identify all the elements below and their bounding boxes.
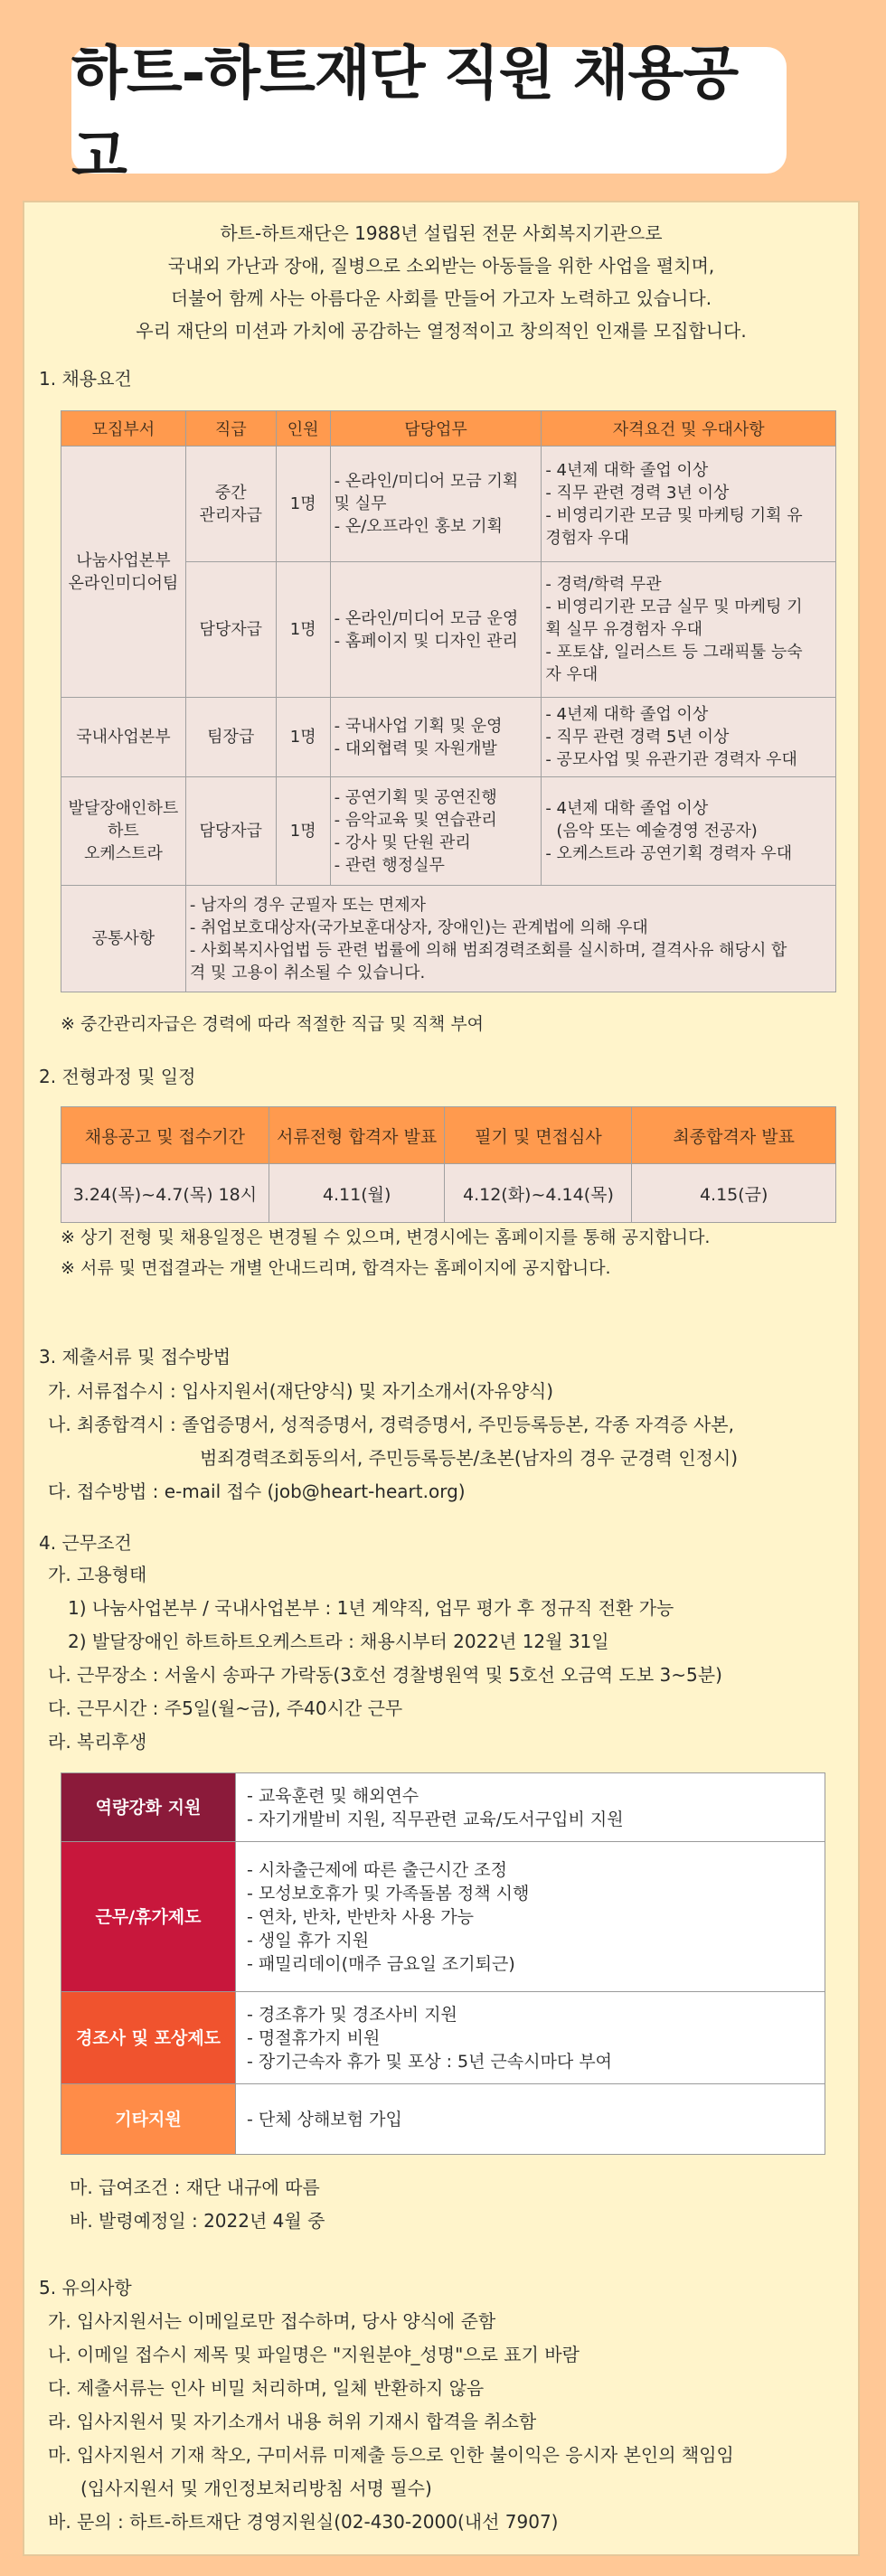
content-panel (23, 201, 860, 2556)
table-cell: 4.12(화)~4.14(목) (445, 1164, 632, 1223)
table-header: 담당업무 (330, 411, 542, 447)
text-line: 바. 문의 : 하트-하트재단 경영지원실(02-430-2000(내선 7907) (48, 2511, 559, 2533)
qualification-cell: - 경력/학력 무관 - 비영리기관 모금 실무 및 마케팅 기 획 실무 유경험자 우대 - 포토샵, 일러스트 등 그래픽툴 능숙 자 우대 (542, 562, 836, 698)
section-3-heading: 3. 제출서류 및 접수방법 (39, 1346, 231, 1368)
intro-line: 하트-하트재단은 1988년 설립된 전문 사회복지기관으로 (220, 222, 663, 244)
section-5-body (48, 2305, 734, 2539)
duties-cell: - 온라인/미디어 모금 기획 및 실무 - 온/오프라인 홍보 기획 (330, 447, 542, 562)
text-line: 바. 발령예정일 : 2022년 4월 중 (70, 2210, 325, 2232)
text-line: 나. 최종합격시 : 졸업증명서, 성적증명서, 경력증명서, 주민등록등본, 각종 자격증 사본, (48, 1414, 734, 1435)
table-header: 서류전형 합격자 발표 (269, 1107, 445, 1164)
dept-cell: 발달장애인하트 하트 오케스트라 (61, 777, 186, 886)
text-line: (입사지원서 및 개인정보처리방침 서명 필수) (80, 2477, 432, 2499)
table-header: 최종합격자 발표 (632, 1107, 836, 1164)
qualification-cell: - 4년제 대학 졸업 이상 (음악 또는 예술경영 전공자) - 오케스트라 공연기획 경력자 우대 (542, 777, 836, 886)
note-line: ※ 상기 전형 및 채용일정은 변경될 수 있으며, 변경시에는 홈페이지를 통해 공지합니다. (61, 1227, 711, 1247)
section-1-heading: 1. 채용요건 (39, 368, 132, 390)
welfare-label: 역량강화 지원 (61, 1773, 236, 1842)
section-5-heading: 5. 유의사항 (39, 2277, 132, 2299)
section-2-heading: 2. 전형과정 및 일정 (39, 1066, 196, 1087)
table-row (61, 1992, 825, 2084)
table-header: 모집부서 (61, 411, 186, 447)
schedule-table (61, 1106, 836, 1223)
text-line: 다. 근무시간 : 주5일(월~금), 주40시간 근무 (48, 1697, 403, 1719)
common-cell: - 남자의 경우 군필자 또는 면제자 - 취업보호대상자(국가보훈대상자, 장애인)는 관계법에 의해 우대 - 사회복지사업법 등 관련 법률에 의해 범죄경력조회를 실시하며, 결격사유 해당시 합 격 및 고용이 취소될 수 있습니다. (185, 886, 835, 992)
rank-cell: 팀장급 (185, 698, 276, 777)
duties-cell: - 국내사업 기획 및 운영 - 대외협력 및 자원개발 (330, 698, 542, 777)
intro-line: 우리 재단의 미션과 가치에 공감하는 열정적이고 창의적인 인재를 모집합니다. (136, 320, 747, 342)
text-line: 범죄경력조회동의서, 주민등록등본/초본(남자의 경우 군경력 인정시) (200, 1447, 739, 1469)
duties-cell: - 공연기획 및 공연진행 - 음악교육 및 연습관리 - 강사 및 단원 관리 - 관련 행정실무 (330, 777, 542, 886)
page-title: 하트-하트재단 직원 채용공고 (71, 41, 739, 191)
section-3-body (48, 1375, 738, 1509)
table-header-row (61, 1107, 836, 1164)
text-line: 다. 접수방법 : e-mail 접수 (job@heart-heart.org) (48, 1481, 466, 1502)
text-line: 가. 서류접수시 : 입사지원서(재단양식) 및 자기소개서(자유양식) (48, 1380, 554, 1402)
table-row (61, 1164, 836, 1223)
table-row (61, 1842, 825, 1992)
text-line: 마. 급여조건 : 재단 내규에 따름 (70, 2176, 320, 2198)
table-header: 필기 및 면접심사 (445, 1107, 632, 1164)
dept-cell: 국내사업본부 (61, 698, 186, 777)
text-line: 마. 입사지원서 기재 착오, 구미서류 미제출 등으로 인한 불이익은 응시자 본인의 책임임 (48, 2444, 734, 2466)
section-4-heading: 4. 근무조건 (39, 1532, 132, 1554)
text-line: 가. 고용형태 (48, 1564, 147, 1585)
table-row (61, 886, 836, 992)
table-row (61, 447, 836, 562)
welfare-label: 근무/휴가제도 (61, 1842, 236, 1992)
text-line: 라. 복리후생 (48, 1731, 147, 1753)
note-line: ※ 서류 및 면접결과는 개별 안내드리며, 합격자는 홈페이지에 공지합니다. (61, 1258, 611, 1278)
welfare-label: 경조사 및 포상제도 (61, 1992, 236, 2084)
section-4-body (48, 1558, 722, 1759)
welfare-table (61, 1772, 825, 2155)
common-label-cell: 공통사항 (61, 886, 186, 992)
table-header: 인원 (276, 411, 330, 447)
text-line: 나. 근무장소 : 서울시 송파구 가락동(3호선 경찰병원역 및 5호선 오금역 도보 3~5분) (48, 1664, 722, 1686)
text-line: 1) 나눔사업본부 / 국내사업본부 : 1년 계약직, 업무 평가 후 정규직 전환 가능 (68, 1597, 674, 1619)
section-4-after (70, 2171, 325, 2238)
requirements-table (61, 410, 836, 992)
qualification-cell: - 4년제 대학 졸업 이상 - 직무 관련 경력 5년 이상 - 공모사업 및 유관기관 경력자 우대 (542, 698, 836, 777)
rank-cell: 담당자급 (185, 562, 276, 698)
text-line: 2) 발달장애인 하트하트오케스트라 : 채용시부터 2022년 12월 31일 (68, 1631, 609, 1652)
count-cell: 1명 (276, 562, 330, 698)
qualification-cell: - 4년제 대학 졸업 이상 - 직무 관련 경력 3년 이상 - 비영리기관 모금 및 마케팅 기획 유 경험자 우대 (542, 447, 836, 562)
table-cell: 3.24(목)~4.7(목) 18시 (61, 1164, 269, 1223)
count-cell: 1명 (276, 447, 330, 562)
intro-line: 국내외 가난과 장애, 질병으로 소외받는 아동들을 위한 사업을 펼치며, (167, 255, 715, 277)
table-header: 자격요건 및 우대사항 (542, 411, 836, 447)
count-cell: 1명 (276, 698, 330, 777)
count-cell: 1명 (276, 777, 330, 886)
dept-cell: 나눔사업본부 온라인미디어팀 (61, 447, 186, 698)
text-line: 라. 입사지원서 및 자기소개서 내용 허위 기재시 합격을 취소함 (48, 2411, 537, 2432)
title-box (71, 41, 787, 191)
welfare-items: - 경조휴가 및 경조사비 지원 - 명절휴가지 비원 - 장기근속자 휴가 및 포상 : 5년 근속시마다 부여 (236, 1992, 825, 2084)
rank-cell: 중간 관리자급 (185, 447, 276, 562)
table-row (61, 1773, 825, 1842)
table-header: 채용공고 및 접수기간 (61, 1107, 269, 1164)
text-line: 다. 제출서류는 인사 비밀 처리하며, 일체 반환하지 않음 (48, 2377, 485, 2399)
intro-line: 더불어 함께 사는 아름다운 사회를 만들어 가고자 노력하고 있습니다. (170, 287, 712, 309)
section-2-notes (61, 1222, 710, 1283)
welfare-items: - 교육훈련 및 해외연수 - 자기개발비 지원, 직무관련 교육/도서구입비 지원 (236, 1773, 825, 1842)
table-header: 직급 (185, 411, 276, 447)
welfare-items: - 단체 상해보험 가입 (236, 2084, 825, 2155)
duties-cell: - 온라인/미디어 모금 운영 - 홈페이지 및 디자인 관리 (330, 562, 542, 698)
table-header-row (61, 411, 836, 447)
welfare-items: - 시차출근제에 따른 출근시간 조정 - 모성보호휴가 및 가족돌봄 정책 시행 - 연차, 반차, 반반차 사용 가능 - 생일 휴가 지원 - 패밀리데이(매주 금요일 조기퇴근) (236, 1842, 825, 1992)
table-cell: 4.15(금) (632, 1164, 836, 1223)
intro-text (24, 217, 858, 347)
welfare-label: 기타지원 (61, 2084, 236, 2155)
table-row (61, 698, 836, 777)
text-line: 나. 이메일 접수시 제목 및 파일명은 "지원분야_성명"으로 표기 바람 (48, 2344, 580, 2365)
table-cell: 4.11(월) (269, 1164, 445, 1223)
table-row (61, 2084, 825, 2155)
text-line: 가. 입사지원서는 이메일로만 접수하며, 당사 양식에 준함 (48, 2310, 496, 2332)
rank-cell: 담당자급 (185, 777, 276, 886)
section-1-note: ※ 중간관리자급은 경력에 따라 적절한 직급 및 직책 부여 (61, 1014, 485, 1034)
table-row (61, 777, 836, 886)
